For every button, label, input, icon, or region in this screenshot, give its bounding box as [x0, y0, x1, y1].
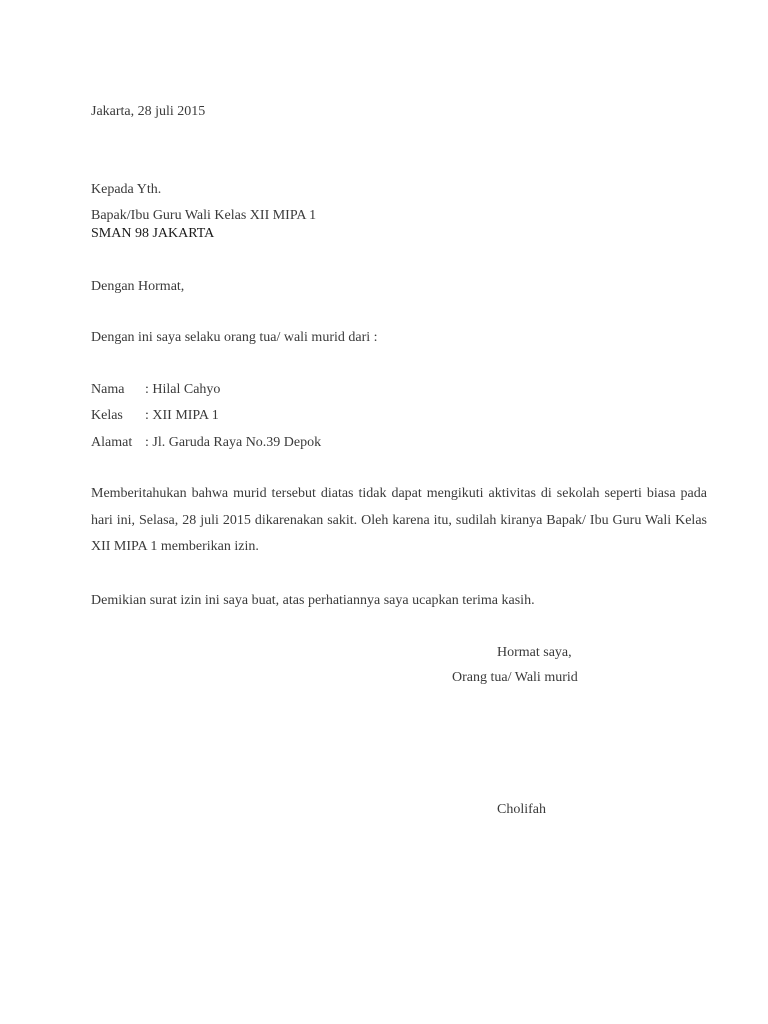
signature-role: Orang tua/ Wali murid: [452, 670, 578, 685]
student-class-row: [91, 407, 219, 425]
salutation: Dengan Hormat,: [91, 279, 185, 294]
recipient-school: SMAN 98 JAKARTA: [91, 226, 215, 241]
field-value-kelas: : XII MIPA 1: [145, 408, 219, 423]
closing-text: Demikian surat izin ini saya buat, atas perhatiannya saya ucapkan terima kasih.: [91, 593, 535, 608]
signature-name: Cholifah: [497, 802, 546, 817]
field-value-alamat: : Jl. Garuda Raya No.39 Depok: [145, 435, 322, 450]
student-address-row: [91, 434, 321, 452]
field-value-nama: : Hilal Cahyo: [145, 382, 221, 397]
recipient-line-1: Kepada Yth.: [91, 182, 162, 197]
recipient-line-2: Bapak/Ibu Guru Wali Kelas XII MIPA 1: [91, 208, 317, 223]
place-date: Jakarta, 28 juli 2015: [91, 104, 206, 119]
body-paragraph: Memberitahukan bahwa murid tersebut diatas tidak dapat mengikuti aktivitas di sekolah seperti biasa pada hari ini, Selasa, 28 juli 2015 dikarenakan sakit. Oleh karena itu, sudilah kiranya Bapak/ Ibu Guru Wali Kelas XII MIPA 1 memberikan izin.: [91, 486, 707, 554]
field-label-nama: Nama: [91, 382, 125, 397]
field-label-alamat: Alamat: [91, 435, 133, 450]
student-name-row: [91, 381, 220, 399]
field-label-kelas: Kelas: [91, 408, 123, 423]
signature-regards: Hormat saya,: [497, 645, 572, 660]
intro-text: Dengan ini saya selaku orang tua/ wali murid dari :: [91, 330, 378, 345]
